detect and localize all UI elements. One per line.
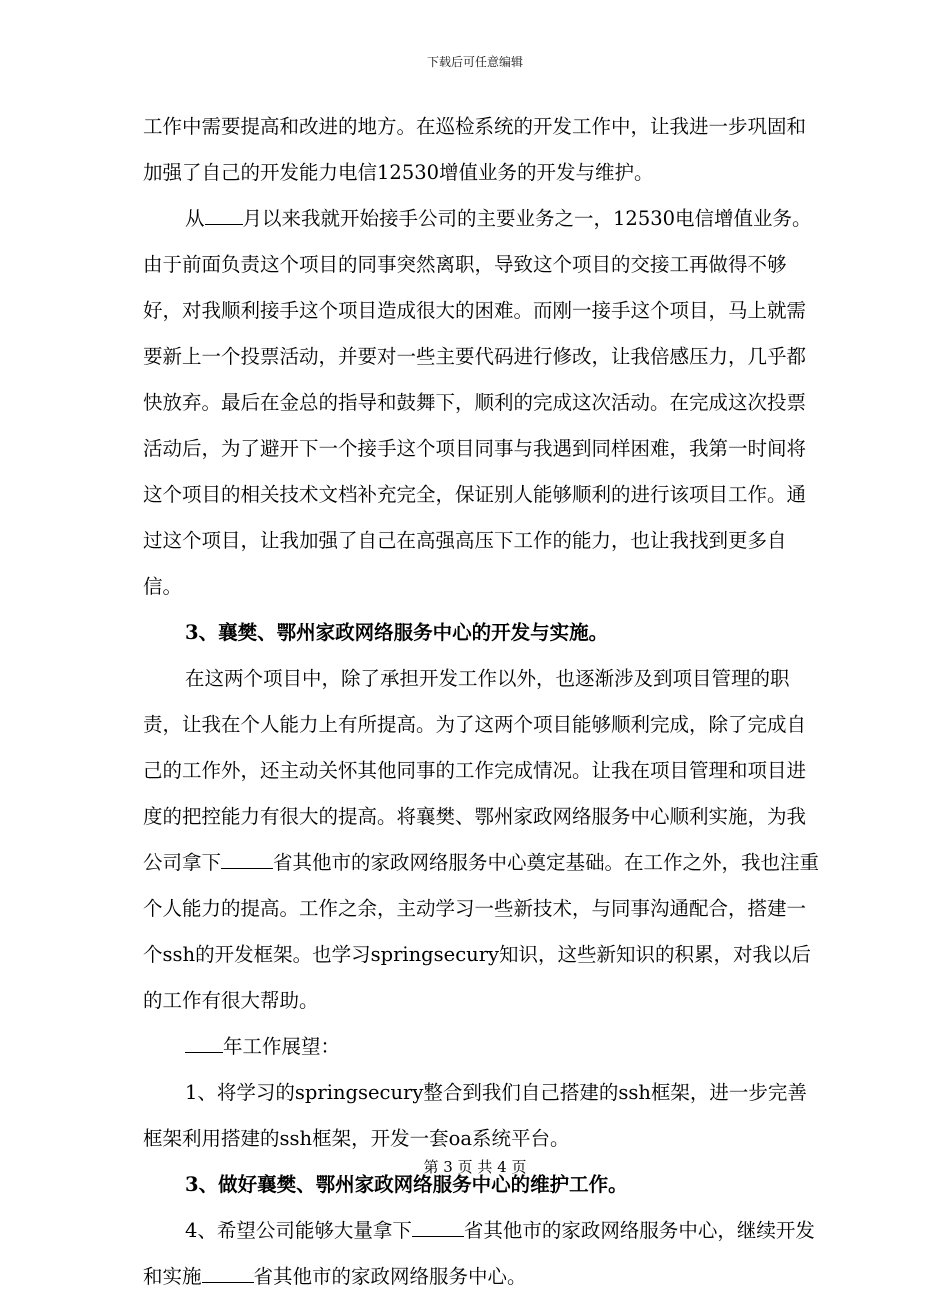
paragraph [143,1024,823,1070]
paragraph-text: 省其他市的家政网络服务中心，继续开发和实施 [143,1219,815,1288]
blank-underline [221,868,273,869]
paragraph-text: 年工作展望： [223,1035,341,1058]
blank-underline [202,1282,254,1283]
section-heading: 3、做好襄樊、鄂州家政网络服务中心的维护工作。 [185,1173,628,1196]
paragraph: 1、将学习的springsecury整合到我们自己搭建的ssh框架，进一步完善框架利用搭建的ssh框架，开发一套oa系统平台。 [143,1081,807,1150]
page-footer: 第 3 页 共 4 页 [423,1158,527,1176]
paragraph-text: 省其他市的家政网络服务中心。 [253,1265,527,1288]
paragraph [143,196,823,610]
paragraph-text: 在这两个项目中，除了承担开发工作以外，也逐渐涉及到项目管理的职责，让我在个人能力上有所提高。为了这两个项目能够顺利完成，除了完成自己的工作外，还主动关怀其他同事的工作完成情况。让我在项目管理和项目进度的把控能力有很大的提高。将襄樊、鄂州家政网络服务中心顺利实施，为我公司拿下 [143,667,807,874]
paragraph: 工作中需要提高和改进的地方。在巡检系统的开发工作中，让我进一步巩固和加强了自己的开发能力电信12530增值业务的开发与维护。 [143,115,807,184]
paragraph-text: 月以来我就开始接手公司的主要业务之一，12530电信增值业务。由于前面负责这个项目的同事突然离职，导致这个项目的交接工再做得不够好，对我顺利接手这个项目造成很大的困难。而刚一接手这个项目，马上就需要新上一个投票活动，并要对一些主要代码进行修改，让我倍感压力，几乎都快放弃。最后在金总的指导和鼓舞下，顺利的完成这次活动。在完成这次投票活动后，为了避开下一个接手这个项目同事与我遇到同样困难，我第一时间将这个项目的相关技术文档补充完全，保证别人能够顺利的进行该项目工作。通过这个项目，让我加强了自己在高强高压下工作的能力，也让我找到更多自信。 [143,207,812,598]
paragraph-text: 从 [185,207,205,230]
section-heading: 3、襄樊、鄂州家政网络服务中心的开发与实施。 [185,621,609,644]
document-body [143,104,823,1300]
paragraph [143,656,823,1024]
paragraph-text: 4、希望公司能够大量拿下 [185,1219,412,1242]
page-header: 下载后可任意编辑 [426,55,523,69]
blank-underline [205,224,243,225]
paragraph [143,1208,823,1300]
paragraph-text: 省其他市的家政网络服务中心奠定基础。在工作之外，我也注重个人能力的提高。工作之余，主动学习一些新技术，与同事沟通配合，搭建一个ssh的开发框架。也学习springsecury知识，这些新知识的积累，对我以后的工作有很大帮助。 [143,851,820,1012]
blank-underline [185,1052,223,1053]
blank-underline [412,1236,464,1237]
